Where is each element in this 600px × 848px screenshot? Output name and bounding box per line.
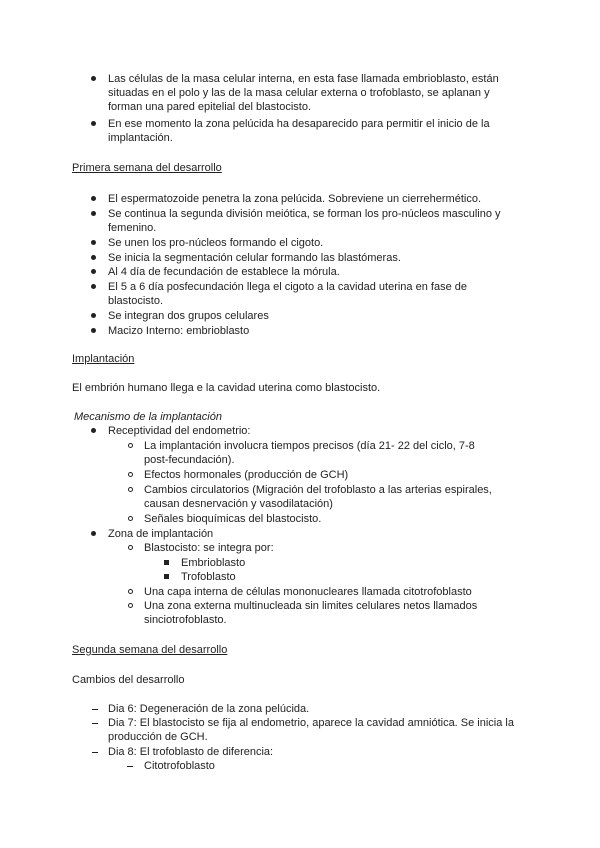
circle-bullet-marker <box>128 443 133 448</box>
s3-item-2-line-2: producción de GCH. <box>108 731 208 743</box>
s3-item-3: Dia 8: El trofoblasto de diferencia: <box>108 746 274 758</box>
recept-item-1-line-1: La implantación involucra tiempos precisos (día 21- 22 del ciclo, 7-8 <box>144 440 475 452</box>
s1-bullet-1: El espermatozoide penetra la zona pelúcida. Sobreviene un cierrehermético. <box>108 193 481 205</box>
bullet-marker <box>91 313 96 318</box>
s1-bullet-6-line-2: blastocisto. <box>108 295 164 307</box>
heading-implantacion: Implantación <box>72 353 135 365</box>
zona-blastocisto: Blastocisto: se integra por: <box>144 542 274 554</box>
recept-item-4: Señales bioquímicas del blastocisto. <box>144 513 322 525</box>
bullet-marker <box>91 121 96 126</box>
implantacion-paragraph: El embrión humano llega e la cavidad uterina como blastocisto. <box>72 382 381 394</box>
dash-bullet-marker <box>92 709 98 710</box>
s3-item-2-line-1: Dia 7: El blastocisto se fija al endometrio, aparece la cavidad amniótica. Se inicia la <box>108 717 514 729</box>
s1-bullet-6-line-1: El 5 a 6 día posfecundación llega el cigoto a la cavidad uterina en fase de <box>108 281 467 293</box>
recept-item-2: Efectos hormonales (producción de GCH) <box>144 469 349 481</box>
bullet-marker <box>91 211 96 216</box>
square-bullet-marker <box>164 574 169 579</box>
intro-bullet-1-line-1: Las células de la masa celular interna, en esta fase llamada embrioblasto, están <box>108 73 499 85</box>
s3-item-1: Dia 6: Degeneración de la zona pelúcida. <box>108 703 310 715</box>
bullet-marker <box>91 240 96 245</box>
bullet-marker <box>91 196 96 201</box>
bullet-marker <box>91 255 96 260</box>
s1-bullet-2-line-2: femenino. <box>108 222 157 234</box>
subheading-mecanismo: Mecanismo de la implantación <box>74 411 222 423</box>
circle-bullet-marker <box>128 487 133 492</box>
s1-bullet-7: Se integran dos grupos celulares <box>108 310 269 322</box>
circle-bullet-marker <box>128 589 133 594</box>
zona-item-2-line-2: sinciotrofoblasto. <box>144 614 227 626</box>
intro-bullet-1-line-3: forman una pared epitelial del blastocisto. <box>108 101 312 113</box>
intro-bullet-2-line-2: implantación. <box>108 132 173 144</box>
receptividad-label: Receptividad del endometrio: <box>108 425 251 437</box>
square-bullet-marker <box>164 560 169 565</box>
s1-bullet-4: Se inicia la segmentación celular formando las blastómeras. <box>108 252 401 264</box>
zona-label: Zona de implantación <box>108 528 214 540</box>
recept-item-1-line-2: post-fecundación). <box>144 454 235 466</box>
intro-bullet-2-line-1: En ese momento la zona pelúcida ha desaparecido para permitir el inicio de la <box>108 118 490 130</box>
dash-bullet-marker <box>92 752 98 753</box>
s1-bullet-5: Al 4 día de fecundación de establece la mórula. <box>108 266 340 278</box>
dash-bullet-marker <box>127 766 133 767</box>
recept-item-3-line-1: Cambios circulatorios (Migración del trofoblasto a las arterias espirales, <box>144 484 492 496</box>
bullet-marker <box>91 531 96 536</box>
zona-sub-2: Trofoblasto <box>181 571 236 583</box>
circle-bullet-marker <box>128 472 133 477</box>
bullet-marker <box>91 284 96 289</box>
heading-primera-semana: Primera semana del desarrollo <box>72 162 222 174</box>
heading-segunda-semana: Segunda semana del desarrollo <box>72 644 228 656</box>
circle-bullet-marker <box>128 545 133 550</box>
circle-bullet-marker <box>128 516 133 521</box>
circle-bullet-marker <box>128 603 133 608</box>
bullet-marker <box>91 428 96 433</box>
s1-bullet-3: Se unen los pro-núcleos formando el cigoto. <box>108 237 324 249</box>
bullet-marker <box>91 328 96 333</box>
bullet-marker <box>91 76 96 81</box>
zona-item-2-line-1: Una zona externa multinucleada sin limites celulares netos llamados <box>144 600 478 612</box>
intro-bullet-1-line-2: situadas en el polo y las de la masa celular externa o trofoblasto, se aplanan y <box>108 87 490 99</box>
recept-item-3-line-2: causan desnervación y vasodilatación) <box>144 498 333 510</box>
s1-bullet-2-line-1: Se continua la segunda división meiótica, se forman los pro-núcleos masculino y <box>108 208 501 220</box>
dash-bullet-marker <box>92 723 98 724</box>
s1-bullet-8: Macizo Interno: embrioblasto <box>108 325 250 337</box>
bullet-marker <box>91 269 96 274</box>
subheading-cambios: Cambios del desarrollo <box>72 674 185 686</box>
zona-item-1: Una capa interna de células mononucleares llamada citotrofoblasto <box>144 586 472 598</box>
zona-sub-1: Embrioblasto <box>181 557 246 569</box>
s3-sub-item-1: Citotrofoblasto <box>144 760 215 772</box>
